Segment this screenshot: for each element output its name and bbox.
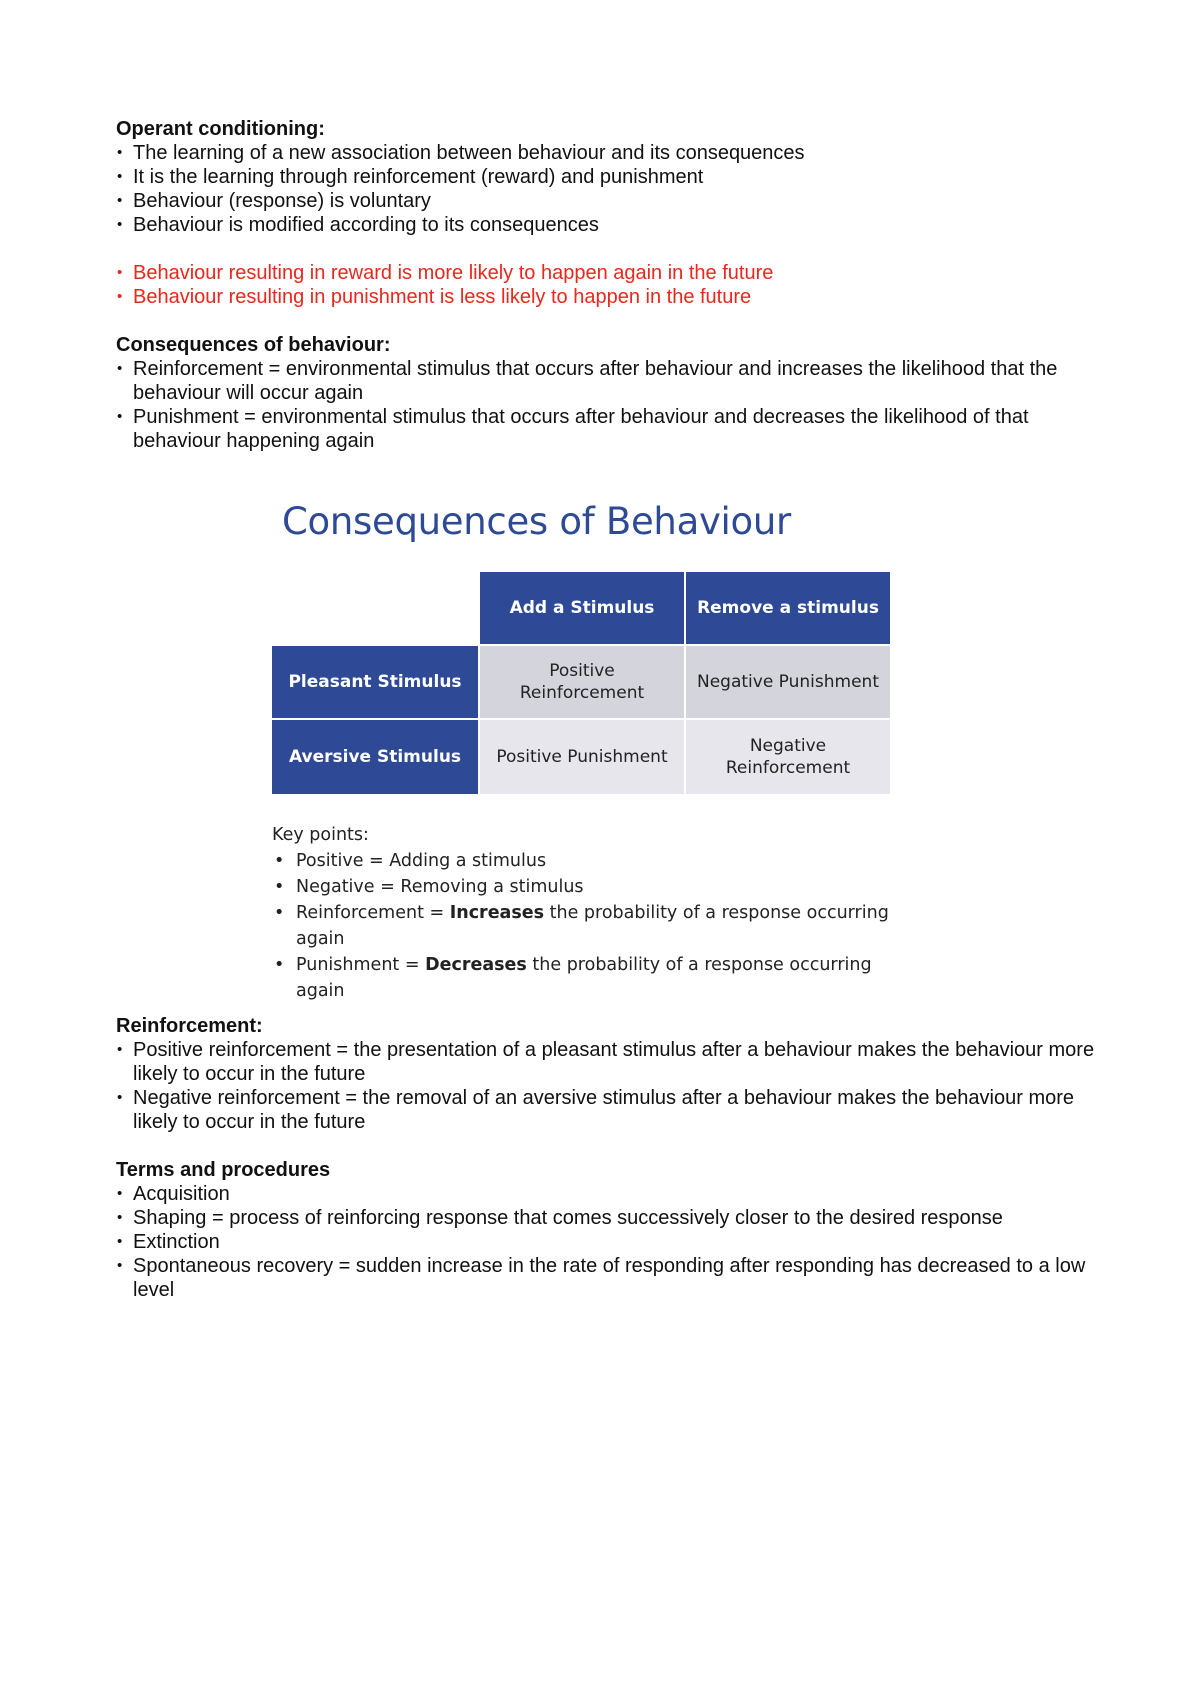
section-heading: Reinforcement:: [116, 1015, 263, 1037]
key-point-item: • Punishment = Decreases the probability of a response occurring again: [272, 952, 912, 1004]
section-heading: Terms and procedures: [116, 1159, 331, 1181]
cell-negative-reinforcement: Negative Reinforcement: [686, 720, 890, 794]
highlighted-bullet-list: [116, 261, 1106, 309]
key-point-item: • Positive = Adding a stimulus: [272, 848, 912, 874]
col-header-add: Add a Stimulus: [480, 572, 684, 644]
key-points-label: Key points:: [272, 825, 369, 845]
list-item-highlighted: • Behaviour resulting in reward is more likely to happen again in the future: [116, 261, 1106, 285]
bullet-list: [116, 357, 1106, 453]
bullet-list: [116, 141, 1106, 237]
list-item: • Spontaneous recovery = sudden increase in the rate of responding after responding has decreased to a low level: [116, 1254, 1106, 1302]
list-item: • Negative reinforcement = the removal of an aversive stimulus after a behaviour makes the behaviour more likely to occur in the future: [116, 1086, 1106, 1134]
list-item: • Punishment = environmental stimulus that occurs after behaviour and decreases the likelihood of that behaviour happening again: [116, 405, 1106, 453]
section-consequences-of-behaviour: [116, 333, 1106, 453]
row-header-aversive: Aversive Stimulus: [272, 720, 478, 794]
notes-bottom: [116, 1014, 1106, 1302]
list-item: • Behaviour is modified according to its consequences: [116, 213, 1106, 237]
list-item: • Acquisition: [116, 1182, 1106, 1206]
list-item: • Shaping = process of reinforcing response that comes successively closer to the desired response: [116, 1206, 1106, 1230]
cell-negative-punishment: Negative Punishment: [686, 646, 890, 718]
cell-positive-reinforcement: Positive Reinforcement: [480, 646, 684, 718]
section-operant-conditioning: [116, 117, 1106, 309]
bullet-list: [116, 1038, 1106, 1134]
row-header-pleasant: Pleasant Stimulus: [272, 646, 478, 718]
bullet-list: [116, 1182, 1106, 1302]
figure-title: Consequences of Behaviour: [282, 500, 791, 543]
list-item: • Behaviour (response) is voluntary: [116, 189, 1106, 213]
list-item-highlighted: • Behaviour resulting in punishment is less likely to happen in the future: [116, 285, 1106, 309]
list-item: • Extinction: [116, 1230, 1106, 1254]
col-header-remove: Remove a stimulus: [686, 572, 890, 644]
list-item: • Reinforcement = environmental stimulus that occurs after behaviour and increases the likelihood that the behaviour will occur again: [116, 357, 1106, 405]
list-item: • The learning of a new association between behaviour and its consequences: [116, 141, 1106, 165]
section-terms-and-procedures: [116, 1158, 1106, 1302]
section-heading: Operant conditioning:: [116, 118, 325, 140]
list-item: • It is the learning through reinforcement (reward) and punishment: [116, 165, 1106, 189]
cell-positive-punishment: Positive Punishment: [480, 720, 684, 794]
notes-top: [116, 117, 1106, 453]
section-reinforcement: [116, 1014, 1106, 1134]
key-points: [272, 822, 912, 1004]
section-heading: Consequences of behaviour:: [116, 334, 391, 356]
list-item: • Positive reinforcement = the presentation of a pleasant stimulus after a behaviour makes the behaviour more likely to occur in the future: [116, 1038, 1106, 1086]
key-point-item: • Negative = Removing a stimulus: [272, 874, 912, 900]
key-point-item: • Reinforcement = Increases the probability of a response occurring again: [272, 900, 912, 952]
key-points-list: [272, 848, 912, 1004]
